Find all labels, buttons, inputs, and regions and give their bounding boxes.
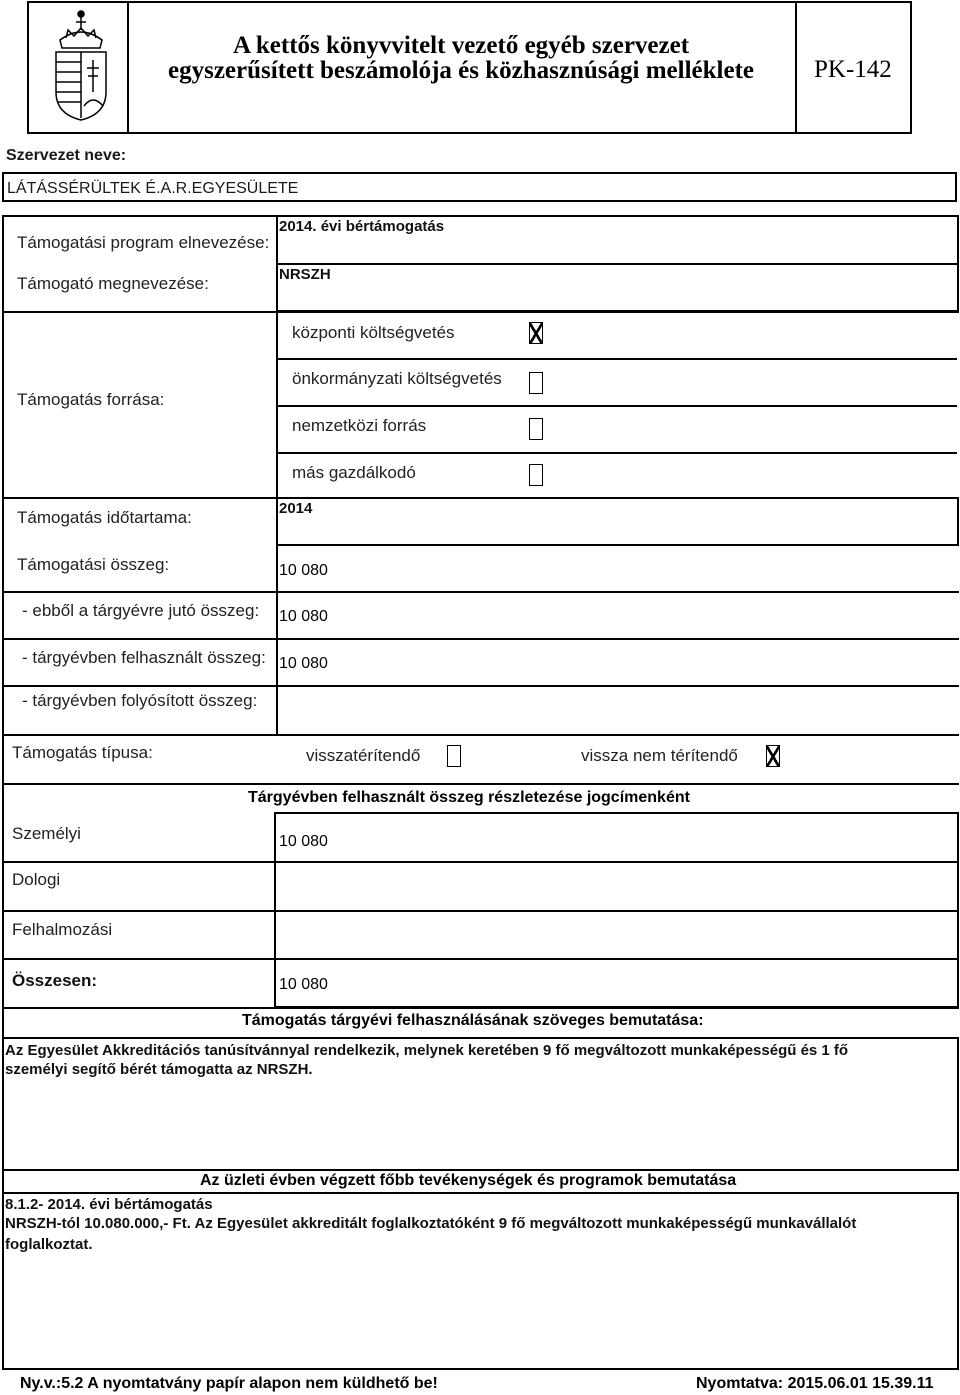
- org-label: Szervezet neve:: [6, 147, 127, 164]
- org-name: LÁTÁSSÉRÜLTEK É.A.R.EGYESÜLETE: [7, 180, 299, 197]
- form-title-line2: egyszerűsített beszámolója és közhasznúsági melléklete: [168, 57, 754, 84]
- checkbox-refundable[interactable]: [447, 745, 461, 767]
- line-amt-1: [2, 591, 959, 593]
- type-nonrefundable-label: vissza nem térítendő: [581, 746, 738, 765]
- breakdown-label-personal: Személyi: [12, 824, 81, 843]
- source-option-other: más gazdálkodó: [292, 463, 416, 482]
- program-label: Támogatási program elnevezése:: [17, 233, 270, 252]
- type-label: Támogatás típusa:: [12, 743, 153, 762]
- duration-value-box: [276, 497, 959, 546]
- breakdown-total-label: Összesen:: [12, 971, 98, 990]
- line-amt-3: [2, 685, 959, 687]
- line-amt-2: [2, 638, 959, 640]
- line-program: [276, 263, 959, 265]
- grantor-label: Támogató megnevezése:: [17, 274, 209, 293]
- usage-heading: Támogatás tárgyévi felhasználásának szöveges bemutatása:: [242, 1012, 704, 1029]
- form-title-line1: A kettős könyvvitelt vezető egyéb szervezet: [232, 32, 690, 59]
- line-src-1: [276, 358, 957, 360]
- breakdown-label-capital: Felhalmozási: [12, 920, 113, 939]
- line-bd-3: [2, 958, 959, 960]
- breakdown-label-material: Dologi: [12, 870, 61, 889]
- source-option-central: központi költségvetés: [292, 323, 455, 342]
- line-type-bottom: [2, 783, 959, 785]
- coat-of-arms-icon: [48, 6, 114, 124]
- grantor-value: NRSZH: [279, 266, 331, 283]
- header-divider-right: [795, 1, 797, 134]
- header-divider-left: [127, 1, 129, 134]
- checkbox-international-source[interactable]: [529, 418, 543, 440]
- checkbox-central-budget[interactable]: [529, 322, 543, 344]
- line-amt-4: [2, 734, 959, 736]
- line-bd-1: [2, 861, 959, 863]
- form-code: PK-142: [814, 56, 892, 83]
- amount-value-year: 10 080: [279, 608, 328, 625]
- line-source-top: [2, 311, 959, 313]
- program-value: 2014. évi bértámogatás: [279, 218, 445, 235]
- usage-text-line2: személyi segítő bérét támogatta az NRSZH.: [5, 1061, 313, 1078]
- activities-text-line3: foglalkoztat.: [5, 1236, 93, 1253]
- checkbox-other-business[interactable]: [529, 464, 543, 486]
- activities-text-line2: NRSZH-tól 10.080.000,- Ft. Az Egyesület akkreditált foglalkoztatóként 9 fő megváltozott munkaképességű munkavállalót: [5, 1215, 857, 1232]
- checkbox-nonrefundable[interactable]: [766, 745, 780, 767]
- breakdown-value-personal: 10 080: [279, 833, 328, 850]
- line-bd-2: [2, 910, 959, 912]
- amount-label-disbursed: - tárgyévben folyósított összeg:: [22, 691, 258, 710]
- line-usage-top: [2, 1007, 959, 1009]
- amount-label-year: - ebből a tárgyévre jutó összeg:: [22, 601, 260, 620]
- breakdown-heading: Tárgyévben felhasznált összeg részletezése jogcímenként: [248, 789, 690, 806]
- activities-text-line1: 8.1.2- 2014. évi bértámogatás: [5, 1196, 213, 1213]
- line-duration-top: [2, 497, 278, 499]
- line-src-3: [276, 452, 957, 454]
- amount-divider: [276, 545, 278, 735]
- activities-heading: Az üzleti évben végzett főbb tevékenységek és programok bemutatása: [200, 1172, 737, 1189]
- source-option-international: nemzetközi forrás: [292, 416, 427, 435]
- type-refundable-label: visszatérítendő: [306, 746, 421, 765]
- amount-value-total: 10 080: [279, 562, 328, 579]
- amount-label-used: - tárgyévben felhasznált összeg:: [22, 648, 266, 667]
- footer-printed: Nyomtatva: 2015.06.01 15.39.11: [696, 1375, 934, 1392]
- line-src-2: [276, 405, 957, 407]
- source-label: Támogatás forrása:: [17, 390, 165, 409]
- checkbox-municipal-budget[interactable]: [529, 372, 543, 394]
- breakdown-total-value: 10 080: [279, 976, 328, 993]
- amount-label-total: Támogatási összeg:: [17, 555, 170, 574]
- usage-text-line1: Az Egyesület Akkreditációs tanúsítvánnyal rendelkezik, melynek keretében 9 fő megváltozott munkaképességű és 1 fő: [5, 1042, 849, 1059]
- duration-value: 2014: [279, 500, 313, 517]
- duration-label: Támogatás időtartama:: [17, 508, 192, 527]
- footer-note: Ny.v.:5.2 A nyomtatvány papír alapon nem küldhető be!: [20, 1375, 438, 1392]
- source-option-municipal: önkormányzati költségvetés: [292, 369, 502, 388]
- amount-value-used: 10 080: [279, 655, 328, 672]
